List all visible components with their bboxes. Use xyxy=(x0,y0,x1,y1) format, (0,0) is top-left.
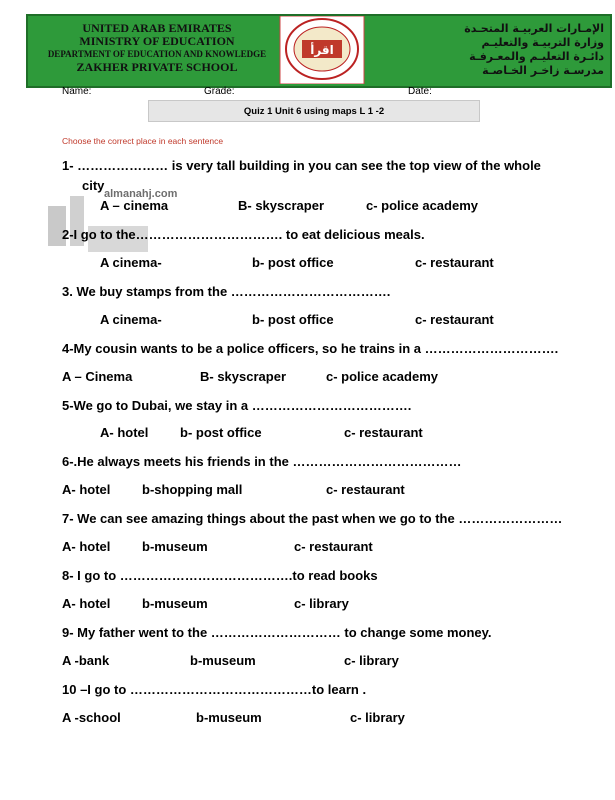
question-3: 3. We buy stamps from the ………………………………. xyxy=(62,284,391,299)
header-ar-line-country: الإمـارات العربيـة المتحـدة xyxy=(464,22,604,35)
q9-option-b[interactable]: b-museum xyxy=(190,653,256,668)
header-line-ministry: MINISTRY OF EDUCATION xyxy=(79,34,235,48)
q7-option-c[interactable]: c- restaurant xyxy=(294,539,373,554)
q2-option-a[interactable]: A cinema- xyxy=(100,255,162,270)
question-8: 8- I go to ………………………………….to read books xyxy=(62,568,378,583)
date-label: Date: xyxy=(408,86,432,97)
q10-option-a[interactable]: A -school xyxy=(62,710,121,725)
q10-option-c[interactable]: c- library xyxy=(350,710,405,725)
q7-option-b[interactable]: b-museum xyxy=(142,539,208,554)
q8-option-a[interactable]: A- hotel xyxy=(62,596,111,611)
q4-option-b[interactable]: B- skyscraper xyxy=(200,369,286,384)
header-line-department: DEPARTMENT OF EDUCATION AND KNOWLEDGE xyxy=(47,49,267,59)
header-ar-line-ministry: وزارة التربيـة والتعليـم xyxy=(481,36,604,49)
q2-option-c[interactable]: c- restaurant xyxy=(415,255,494,270)
q8-option-c[interactable]: c- library xyxy=(294,596,349,611)
svg-text:اقرأ: اقرأ xyxy=(310,43,334,57)
q3-option-a[interactable]: A cinema- xyxy=(100,312,162,327)
school-logo xyxy=(272,16,372,84)
question-7: 7- We can see amazing things about the past when we go to the …………………… xyxy=(62,511,563,526)
quiz-title: Quiz 1 Unit 6 using maps L 1 -2 xyxy=(148,100,480,122)
q5-option-a[interactable]: A- hotel xyxy=(100,425,149,440)
q3-option-b[interactable]: b- post office xyxy=(252,312,334,327)
instruction-text: Choose the correct place in each sentence xyxy=(62,136,224,146)
question-5: 5-We go to Dubai, we stay in a ………………………………. xyxy=(62,398,412,413)
question-9: 9- My father went to the ………………………… to change some money. xyxy=(62,625,492,640)
header-ar-line-school: مدرسـة زاخـر الخـاصـة xyxy=(482,64,604,77)
header-ar-line-department: دائـرة التعليـم والمعـرفـة xyxy=(469,50,604,63)
question-1-continuation: city xyxy=(82,178,105,193)
header-line-school: ZAKHER PRIVATE SCHOOL xyxy=(76,60,238,74)
header-line-country: UNITED ARAB EMIRATES xyxy=(82,21,232,35)
watermark-text: almanahj.com xyxy=(104,188,178,200)
question-10: 10 –I go to ……………………………………to learn . xyxy=(62,682,367,697)
q2-option-b[interactable]: b- post office xyxy=(252,255,334,270)
name-label: Name: xyxy=(62,86,92,97)
q4-option-a[interactable]: A – Cinema xyxy=(62,369,133,384)
header-arabic-block xyxy=(404,22,604,78)
question-2: 2-I go to the……………………………. to eat delicious meals. xyxy=(62,227,425,242)
q9-option-c[interactable]: c- library xyxy=(344,653,399,668)
q1-option-b[interactable]: B- skyscraper xyxy=(238,198,324,213)
q1-option-a[interactable]: A – cinema xyxy=(100,198,169,213)
header-english-block xyxy=(32,22,282,74)
q7-option-a[interactable]: A- hotel xyxy=(62,539,111,554)
q3-option-c[interactable]: c- restaurant xyxy=(415,312,494,327)
q4-option-c[interactable]: c- police academy xyxy=(326,369,438,384)
question-1: 1- ………………… is very tall building in you can see the top view of the whole xyxy=(62,158,541,173)
q10-option-b[interactable]: b-museum xyxy=(196,710,262,725)
q8-option-b[interactable]: b-museum xyxy=(142,596,208,611)
q6-option-c[interactable]: c- restaurant xyxy=(326,482,405,497)
grade-label: Grade: xyxy=(204,86,235,97)
q6-option-a[interactable]: A- hotel xyxy=(62,482,111,497)
q5-option-c[interactable]: c- restaurant xyxy=(344,425,423,440)
question-4: 4-My cousin wants to be a police officers, so he trains in a …………………………. xyxy=(62,341,559,356)
school-header-banner xyxy=(26,14,612,88)
q1-option-c[interactable]: c- police academy xyxy=(366,198,478,213)
q6-option-b[interactable]: b-shopping mall xyxy=(142,482,243,497)
q5-option-b[interactable]: b- post office xyxy=(180,425,262,440)
q9-option-a[interactable]: A -bank xyxy=(62,653,110,668)
question-6: 6-.He always meets his friends in the ………………………………… xyxy=(62,454,462,469)
